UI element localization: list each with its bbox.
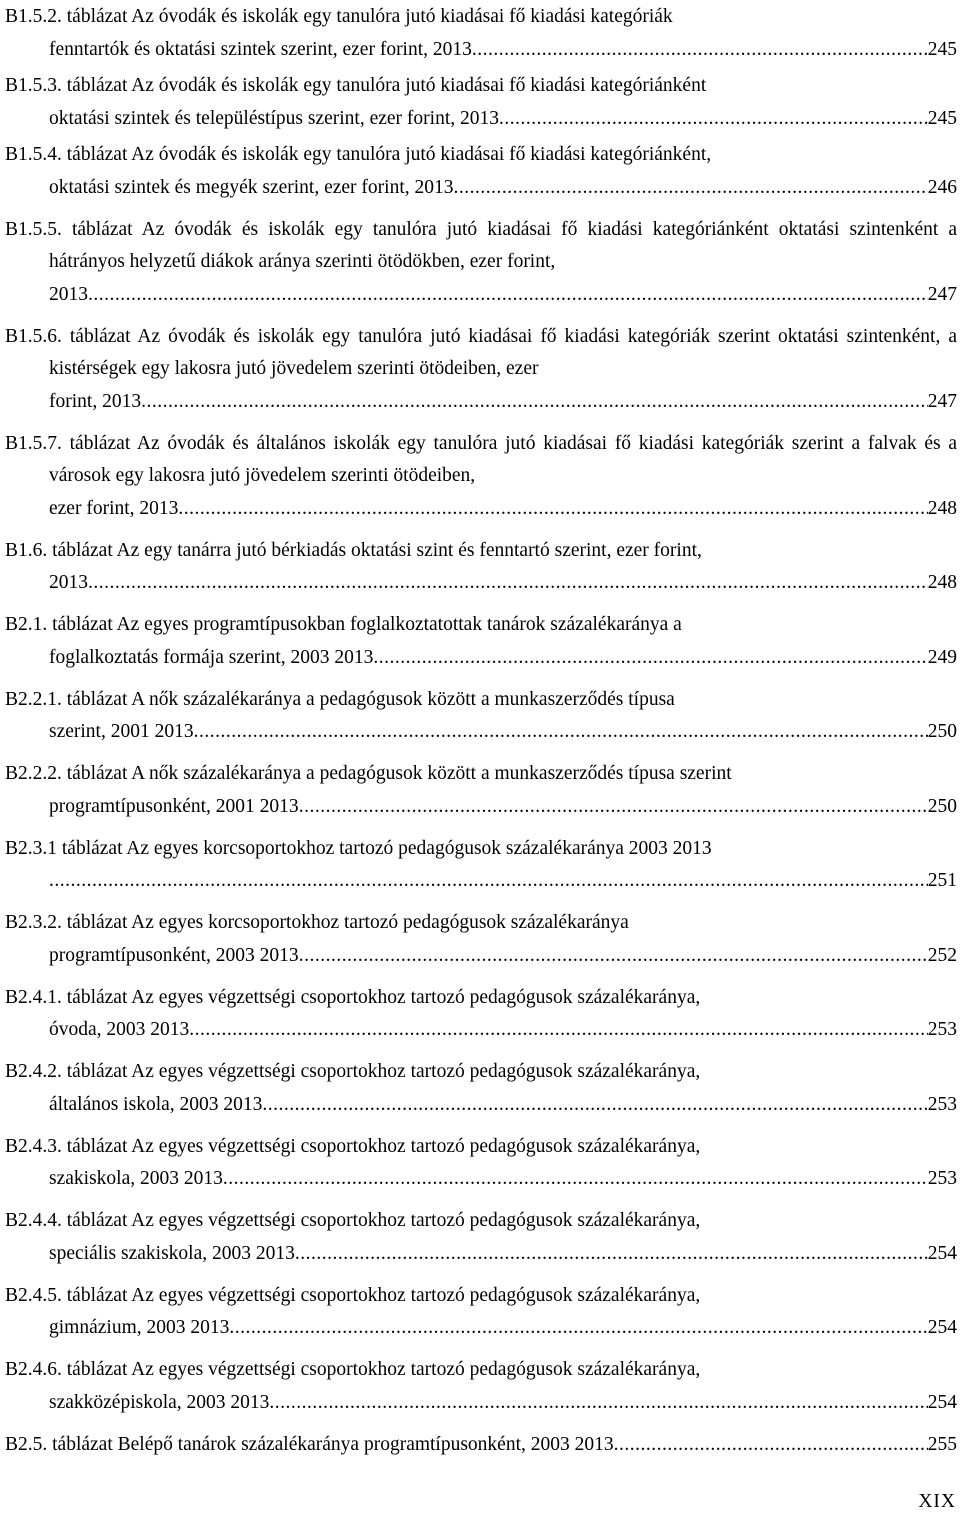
toc-entry-leader-line	[49, 940, 957, 973]
toc-entry-leader-line	[49, 34, 957, 67]
toc-entry[interactable]	[5, 609, 957, 674]
dot-leader	[141, 386, 928, 419]
toc-entry-leader-line	[49, 1387, 957, 1420]
toc-entry-text: B1.6. táblázat Az egy tanárra jutó bérkiadás oktatási szint és fenntartó szerint, ezer forint,	[5, 539, 702, 561]
toc-entry-text: B1.5.3. táblázat Az óvodák és iskolák egy tanulóra jutó kiadásai fő kiadási kategóriánként	[5, 75, 707, 96]
toc-entry[interactable]	[5, 321, 957, 419]
dot-leader	[189, 1014, 927, 1047]
toc-entry-text: B2.2.2. táblázat A nők százalékaránya a pedagógusok között a munkaszerződés típusa szerint	[5, 763, 732, 784]
toc-entry-text-end: általános iskola, 2003 2013	[49, 1093, 263, 1115]
toc-entry-leader-line	[49, 279, 957, 312]
toc-entry-text: B2.2.1. táblázat A nők százalékaránya a pedagógusok között a munkaszerződés típusa	[5, 688, 675, 710]
dot-leader	[454, 172, 928, 205]
toc-entry[interactable]	[5, 535, 957, 600]
toc-page-number: 253	[927, 1019, 957, 1040]
toc-entry-leader-line	[49, 865, 957, 898]
toc-entry[interactable]	[5, 139, 957, 204]
dot-leader	[499, 103, 928, 136]
toc-entry[interactable]	[5, 758, 957, 823]
toc-entry-text-end: fenntartók és oktatási szintek szerint, ezer forint, 2013	[49, 38, 472, 60]
dot-leader	[229, 1312, 927, 1345]
toc-entry-text-end: 2013	[49, 572, 88, 593]
toc-entry-text-end: gimnázium, 2003 2013	[49, 1317, 230, 1338]
toc-entry-text: B2.3.1 táblázat Az egyes korcsoportokhoz tartozó pedagógusok százalékaránya 2003 2013	[5, 837, 712, 859]
toc-page-number: 252	[927, 944, 957, 966]
dot-leader	[614, 1429, 928, 1462]
toc-entry[interactable]	[5, 1131, 957, 1196]
toc-entry-text: B2.4.1. táblázat Az egyes végzettségi csoportokhoz tartozó pedagógusok százalékaránya,	[5, 986, 701, 1008]
dot-leader	[178, 493, 927, 526]
toc-entry-text: B1.5.5. táblázat Az óvodák és iskolák egy tanulóra jutó kiadásai fő kiadási kategóriánként oktatási szintenként a hátrányos helyzetű diákok aránya szerinti ötödökben, ezer forint,	[5, 218, 957, 272]
dot-leader	[299, 940, 928, 973]
dot-leader	[49, 865, 928, 898]
toc-entry-leader-line	[49, 791, 957, 824]
dot-leader	[262, 1089, 927, 1122]
toc-entry-leader-line	[49, 386, 957, 419]
toc-page-number: 245	[927, 38, 957, 60]
toc-entry-text-end: óvoda, 2003 2013	[49, 1019, 190, 1040]
dot-leader	[295, 1238, 928, 1271]
toc-page-number: 254	[927, 1242, 957, 1264]
dot-leader	[223, 1163, 928, 1196]
dot-leader	[299, 791, 928, 824]
toc-entry[interactable]	[5, 684, 957, 749]
toc-entry[interactable]	[5, 1205, 957, 1270]
dot-leader	[269, 1387, 927, 1420]
toc-entry[interactable]	[5, 1354, 957, 1419]
toc-entry[interactable]	[5, 1056, 957, 1121]
toc-entry-text: B1.5.2. táblázat Az óvodák és iskolák egy tanulóra jutó kiadásai fő kiadási kategóriák	[5, 6, 673, 27]
toc-entry-text: B2.3.2. táblázat Az egyes korcsoportokhoz tartozó pedagógusok százalékaránya	[5, 912, 629, 933]
toc-entry-text: B2.4.5. táblázat Az egyes végzettségi csoportokhoz tartozó pedagógusok százalékaránya,	[5, 1284, 701, 1306]
toc-page-number: 248	[927, 497, 957, 519]
toc-entry-leader-line	[49, 1014, 957, 1047]
dot-leader	[88, 567, 928, 600]
toc-entry-text: B1.5.4. táblázat Az óvodák és iskolák egy tanulóra jutó kiadásai fő kiadási kategóriánként,	[5, 144, 712, 165]
toc-entry-text-end: programtípusonként, 2003 2013	[49, 944, 299, 966]
toc-page-number: 253	[927, 1168, 957, 1189]
toc-entry-text-end: 2013	[49, 283, 88, 305]
toc-entry-leader-line	[49, 103, 957, 136]
toc-entry-text-end: ezer forint, 2013	[49, 497, 179, 519]
toc-page-number: 254	[927, 1317, 957, 1338]
toc-entry-leader-line	[49, 1163, 957, 1196]
toc-entry[interactable]	[5, 70, 957, 135]
toc-entry-leader-line	[49, 172, 957, 205]
toc-entry-leader-line	[49, 642, 957, 675]
toc-page-number: 248	[927, 572, 957, 593]
toc-entry-text: B2.4.6. táblázat Az egyes végzettségi csoportokhoz tartozó pedagógusok százalékaránya,	[5, 1359, 701, 1380]
toc-page-number: 247	[927, 390, 957, 412]
toc-page-number: 253	[927, 1093, 957, 1115]
toc-entry-text: B2.4.3. táblázat Az egyes végzettségi csoportokhoz tartozó pedagógusok százalékaránya,	[5, 1135, 701, 1157]
toc-page-number: 255	[927, 1433, 957, 1455]
toc-entry[interactable]	[5, 907, 957, 972]
toc-entry-text: B2.4.2. táblázat Az egyes végzettségi csoportokhoz tartozó pedagógusok százalékaránya,	[5, 1061, 701, 1082]
toc-entry[interactable]	[5, 982, 957, 1047]
toc-entry[interactable]	[5, 1, 957, 66]
toc-entry-text: B2.4.4. táblázat Az egyes végzettségi csoportokhoz tartozó pedagógusok százalékaránya,	[5, 1210, 701, 1231]
toc-entry-text-end: szerint, 2001 2013	[49, 721, 194, 742]
toc-entry-leader-line	[49, 1089, 957, 1122]
toc-entry-text: B1.5.6. táblázat Az óvodák és iskolák egy tanulóra jutó kiadásai fő kiadási kategóriák szerint oktatási szintenként, a kistérségek egy lakosra jutó jövedelem szerinti ötödeiben, ezer	[5, 325, 957, 379]
toc-entry[interactable]	[5, 428, 957, 526]
toc-entry-leader-line	[49, 1238, 957, 1271]
toc-page-number: 247	[927, 283, 957, 305]
toc-entry-text-end: oktatási szintek és településtípus szerint, ezer forint, 2013	[49, 107, 499, 129]
toc-entry[interactable]	[5, 1429, 957, 1462]
toc-entry-text-end: forint, 2013	[49, 390, 142, 412]
toc-entry-leader-line	[5, 1429, 957, 1462]
toc-page-number: 245	[927, 107, 957, 129]
dot-leader	[472, 34, 928, 67]
toc-entry-text: B1.5.7. táblázat Az óvodák és általános iskolák egy tanulóra jutó kiadásai fő kiadási kategóriák szerint a falvak és a városok egy lakosra jutó jövedelem szerinti ötödeiben,	[5, 432, 957, 486]
toc-entry-text-end: foglalkoztatás formája szerint, 2003 2013	[49, 646, 374, 668]
toc-page-number: 251	[927, 870, 957, 891]
toc-entry-leader-line	[49, 493, 957, 526]
toc-entry-leader-line	[49, 716, 957, 749]
toc-entry-text-end: programtípusonként, 2001 2013	[49, 795, 299, 817]
toc-page-number: 249	[927, 646, 957, 668]
table-of-contents	[5, 1, 957, 1471]
dot-leader	[373, 642, 927, 675]
toc-entry-leader-line	[49, 1312, 957, 1345]
toc-page-number: 250	[927, 721, 957, 742]
toc-entry-text-end: B2.5. táblázat Belépő tanárok százalékaránya programtípusonként, 2003 2013	[5, 1433, 614, 1455]
toc-page-number: 246	[927, 176, 957, 198]
toc-entry-text-end: oktatási szintek és megyék szerint, ezer forint, 2013	[49, 176, 454, 198]
toc-entry-text: B2.1. táblázat Az egyes programtípusokban foglalkoztatottak tanárok százalékaránya a	[5, 614, 682, 635]
toc-entry[interactable]	[5, 1280, 957, 1345]
toc-entry-leader-line	[49, 567, 957, 600]
toc-entry-text-end: szakiskola, 2003 2013	[49, 1168, 223, 1189]
dot-leader	[194, 716, 928, 749]
toc-entry[interactable]	[5, 214, 957, 312]
toc-page-number: 254	[927, 1391, 957, 1413]
toc-entry-text-end: szakközépiskola, 2003 2013	[49, 1391, 270, 1413]
dot-leader	[88, 279, 928, 312]
toc-entry-text-end: speciális szakiskola, 2003 2013	[49, 1242, 295, 1264]
toc-entry[interactable]	[5, 833, 957, 898]
toc-page-number: 250	[927, 795, 957, 817]
page-number-footer: XIX	[918, 1491, 956, 1512]
